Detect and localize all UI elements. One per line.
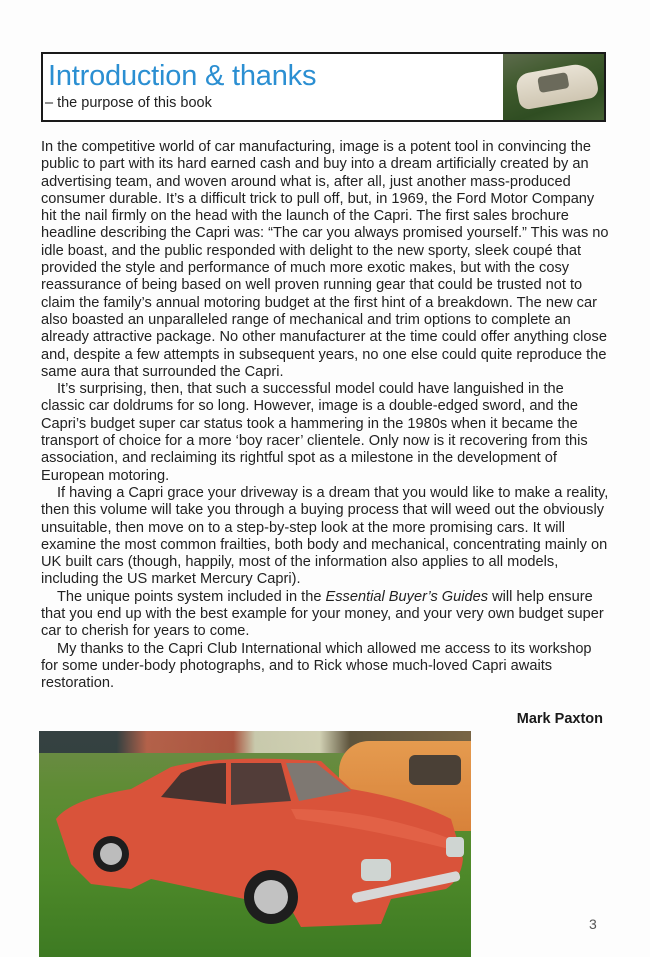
red-ford-capri-photo	[39, 731, 471, 957]
paragraph-3: If having a Capri grace your driveway is a dream that you would like to make a reality, then this volume will take you through a buying process that will weed out the obviously unsuitable, then move on to a step-by-step look at the more promising cars. It will examine the most common frailties, both body and mechanical, concentrating mainly on UK built cars (though, happily, most of the information also applies to all models, including the US market Mercury Capri).	[41, 484, 609, 588]
chapter-subtitle: – the purpose of this book	[45, 95, 212, 111]
paragraph-4-end: will help ensure that you end up with the best example for your money, and your very own budget super car to cherish for years to come.	[41, 588, 604, 640]
body-text	[41, 139, 611, 693]
book-series-title: Essential Buyer’s Guides	[325, 588, 489, 605]
paragraph-4	[41, 589, 611, 641]
capri-car-illustration	[51, 749, 471, 929]
car-shell-thumbnail-image	[503, 54, 604, 120]
author-signature: Mark Paxton	[516, 711, 603, 727]
paragraph-4-start: The unique points system included in the	[57, 588, 326, 605]
chapter-header-box	[41, 52, 606, 122]
chapter-title: Introduction & thanks	[48, 60, 317, 92]
car-shell-shape	[514, 61, 599, 110]
page-number: 3	[589, 916, 597, 932]
paragraph-1: In the competitive world of car manufacturing, image is a potent tool in convincing the public to part with its hard earned cash and buy into a dream artificially created by an advertising team, and woven around what is, after all, just another mass-produced consumer durable. It’s a difficult trick to pull off, but, in 1969, the Ford Motor Company hit the nail firmly on the head with the launch of the Capri. The first sales brochure headline describing the Capri was: “The car you always promised yourself.” This was no idle boast, and the public responded with delight to the new sporty, sleek coupé that provided the style and performance of much more exotic makes, but with the cosy reassurance of being based on well proven running gear that could be trusted not to claim the family’s annual motoring budget at the first hint of a breakdown. The new car also boasted an unparalleled range of mechanical and trim options to complete an already attractive package. No other manufacturer at the time could offer anything close and, despite a few attempts in subsequent years, no one else could quite reproduce the same aura that surrounded the Capri.	[41, 139, 609, 380]
paragraph-5: My thanks to the Capri Club International which allowed me access to its workshop for some under-body photographs, and to Rick whose much-loved Capri awaits restoration.	[41, 640, 592, 692]
paragraph-2: It’s surprising, then, that such a successful model could have languished in the classic car doldrums for so long. However, image is a double-edged sword, and the Capri’s budget super car status took a hammering in the 1980s when it became the transport of choice for a more ‘boy racer’ clientele. Only now is it recovering from this association, and reclaiming its rightful spot as a milestone in the development of European motoring.	[41, 381, 588, 484]
